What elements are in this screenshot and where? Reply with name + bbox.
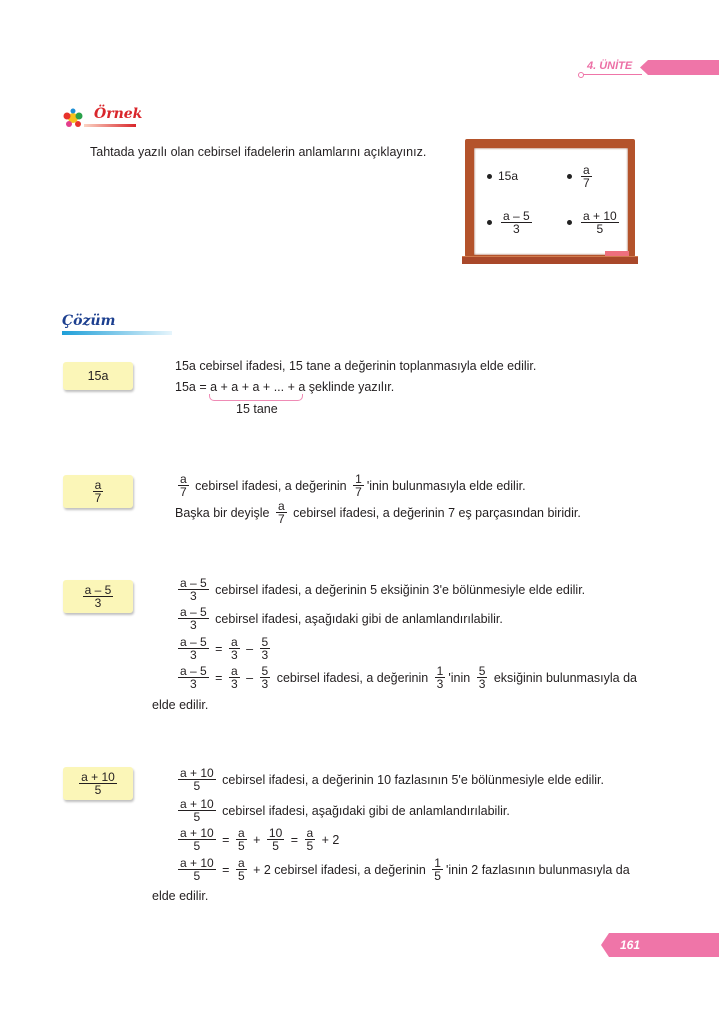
molecule-icon [62, 108, 84, 128]
denominator: 3 [261, 677, 269, 691]
unit-banner [640, 60, 719, 75]
numerator: 1 [436, 664, 444, 678]
denominator: 5 [596, 222, 604, 236]
denominator: 3 [261, 648, 269, 662]
numerator: a – 5 [180, 576, 207, 590]
explanation-line [175, 380, 394, 394]
numerator: a – 5 [180, 605, 207, 619]
text-segment: = [218, 832, 233, 847]
bullet-icon [567, 220, 572, 225]
numerator: a [306, 826, 314, 840]
expression-label [63, 362, 133, 390]
text-segment: 15a cebirsel ifadesi, 15 tane a değerinin toplanmasıyla elde edilir. [175, 359, 537, 373]
numerator: a [230, 664, 238, 678]
text-segment: 15a [87, 369, 109, 383]
expression-label [63, 475, 133, 508]
fraction [236, 857, 247, 882]
text-segment: – [242, 670, 257, 685]
denominator: 5 [434, 869, 441, 883]
numerator: 1 [355, 472, 362, 486]
fraction [276, 500, 287, 525]
fraction [581, 164, 592, 189]
text-segment: cebirsel ifadesi, a değerinin [273, 670, 432, 685]
numerator: a + 10 [180, 856, 214, 870]
fraction [178, 577, 209, 602]
brace-label: 15 tane [236, 402, 278, 416]
numerator: a [94, 478, 102, 492]
denominator: 5 [237, 869, 245, 883]
fraction [305, 827, 316, 852]
question-text: Tahtada yazılı olan cebirsel ifadelerin anlamlarını açıklayınız. [90, 145, 427, 159]
numerator: a [237, 826, 245, 840]
explanation-line [175, 827, 339, 852]
fraction [501, 210, 532, 235]
denominator: 7 [180, 485, 187, 499]
page-number: 161 [620, 938, 641, 952]
fraction [432, 857, 443, 882]
fraction [178, 665, 209, 690]
text-segment: 'inin 2 fazlasının bulunmasıyla da [445, 862, 630, 877]
expression-label [63, 767, 133, 800]
fraction [178, 857, 216, 882]
fraction [435, 665, 446, 690]
fraction [581, 210, 619, 235]
fraction [178, 798, 216, 823]
explanation-line [175, 636, 273, 661]
numerator: a [583, 163, 590, 177]
fraction [93, 479, 104, 504]
board-item [567, 210, 622, 235]
numerator: a [180, 472, 187, 486]
explanation-line [175, 606, 503, 631]
text-segment: = [211, 641, 226, 656]
numerator: a + 10 [180, 766, 214, 780]
fraction [178, 767, 216, 792]
denominator: 3 [190, 677, 197, 691]
solution-underline [62, 331, 172, 335]
text-segment: – [242, 641, 257, 656]
numerator: 10 [268, 826, 283, 840]
board-item [487, 210, 535, 235]
chalkboard-ledge [462, 256, 638, 264]
fraction [178, 636, 209, 661]
example-heading: Örnek [94, 106, 143, 122]
denominator: 5 [193, 869, 201, 883]
numerator: 5 [261, 664, 269, 678]
fraction [260, 636, 271, 661]
text-segment: cebirsel ifadesi, a değerinin 7 eş parçasından biridir. [289, 505, 581, 520]
numerator: a + 10 [180, 826, 214, 840]
explanation-line [175, 798, 510, 823]
denominator: 3 [513, 222, 520, 236]
denominator: 5 [237, 839, 245, 853]
explanation-line [175, 857, 630, 882]
explanation-tail: elde edilir. [152, 889, 209, 903]
eraser [605, 251, 629, 256]
numerator: a [237, 856, 245, 870]
numerator: a – 5 [84, 583, 112, 597]
text-segment: cebirsel ifadesi, a değerinin [191, 478, 351, 493]
fraction [236, 827, 247, 852]
bullet-icon [567, 174, 572, 179]
text-segment: 'inin bulunmasıyla elde edilir. [366, 478, 526, 493]
explanation-line [175, 577, 585, 602]
denominator: 3 [94, 596, 102, 610]
denominator: 5 [272, 839, 279, 853]
text-segment: 15a = a + a + a + ... + a şeklinde yazılır. [175, 380, 395, 394]
explanation-line [175, 473, 526, 498]
numerator: 5 [478, 664, 486, 678]
denominator: 3 [190, 618, 197, 632]
fraction [229, 665, 240, 690]
fraction [178, 827, 216, 852]
underbrace [209, 394, 303, 401]
fraction [178, 606, 209, 631]
numerator: 1 [434, 856, 441, 870]
explanation-line [175, 500, 581, 525]
explanation-tail: elde edilir. [152, 698, 209, 712]
numerator: a + 10 [583, 209, 617, 223]
text-segment: = [211, 670, 226, 685]
numerator: a – 5 [180, 635, 207, 649]
fraction [229, 636, 240, 661]
denominator: 3 [230, 648, 238, 662]
explanation-line [175, 665, 637, 690]
numerator: a – 5 [180, 664, 207, 678]
text-segment: eksiğinin bulunmasıyla da [490, 670, 637, 685]
numerator: a – 5 [503, 209, 530, 223]
text-segment: + 2 [318, 832, 340, 847]
numerator: a [277, 499, 285, 513]
numerator: a + 10 [81, 770, 115, 784]
unit-dot [578, 72, 584, 78]
denominator: 5 [193, 839, 201, 853]
denominator: 7 [94, 491, 102, 505]
solution-heading: Çözüm [62, 313, 116, 329]
text-segment: = [218, 862, 233, 877]
fraction [353, 473, 364, 498]
denominator: 3 [190, 648, 197, 662]
unit-title: 4. ÜNİTE [587, 60, 633, 72]
text-segment: Başka bir deyişle [175, 505, 273, 520]
fraction [79, 771, 117, 796]
text-segment: 'inin [448, 670, 474, 685]
board-item [567, 164, 595, 189]
unit-underline [582, 74, 642, 75]
numerator: a + 10 [180, 797, 214, 811]
numerator: a [230, 635, 238, 649]
denominator: 5 [94, 783, 102, 797]
denominator: 5 [193, 779, 201, 793]
text-segment: cebirsel ifadesi, a değerinin 10 fazlasının 5'e bölünmesiyle elde edilir. [218, 772, 604, 787]
numerator: 5 [261, 635, 269, 649]
bullet-icon [487, 174, 492, 179]
page-number-banner [601, 933, 719, 957]
denominator: 3 [190, 589, 197, 603]
chalkboard [474, 148, 628, 255]
text-segment: cebirsel ifadesi, aşağıdaki gibi de anlamlandırılabilir. [218, 803, 510, 818]
text-segment: + [249, 832, 264, 847]
fraction [267, 827, 284, 852]
text-segment: + 2 cebirsel ifadesi, a değerinin [249, 862, 430, 877]
explanation-line [175, 767, 604, 792]
text-segment: cebirsel ifadesi, aşağıdaki gibi de anlamlandırılabilir. [211, 611, 503, 626]
denominator: 5 [306, 839, 314, 853]
text-segment: = [287, 832, 302, 847]
text-segment: cebirsel ifadesi, a değerinin 5 eksiğinin 3'e bölünmesiyle elde edilir. [211, 582, 586, 597]
text-segment: 15a [498, 169, 519, 183]
denominator: 3 [436, 677, 444, 691]
expression-label [63, 580, 133, 613]
denominator: 7 [277, 512, 285, 526]
denominator: 5 [193, 810, 201, 824]
board-item [487, 169, 518, 183]
bullet-icon [487, 220, 492, 225]
denominator: 7 [355, 485, 362, 499]
example-underline [84, 124, 136, 127]
denominator: 7 [583, 176, 590, 190]
fraction [477, 665, 488, 690]
fraction [83, 584, 114, 609]
fraction [260, 665, 271, 690]
fraction [178, 473, 189, 498]
explanation-line [175, 359, 536, 373]
denominator: 3 [478, 677, 486, 691]
denominator: 3 [230, 677, 238, 691]
